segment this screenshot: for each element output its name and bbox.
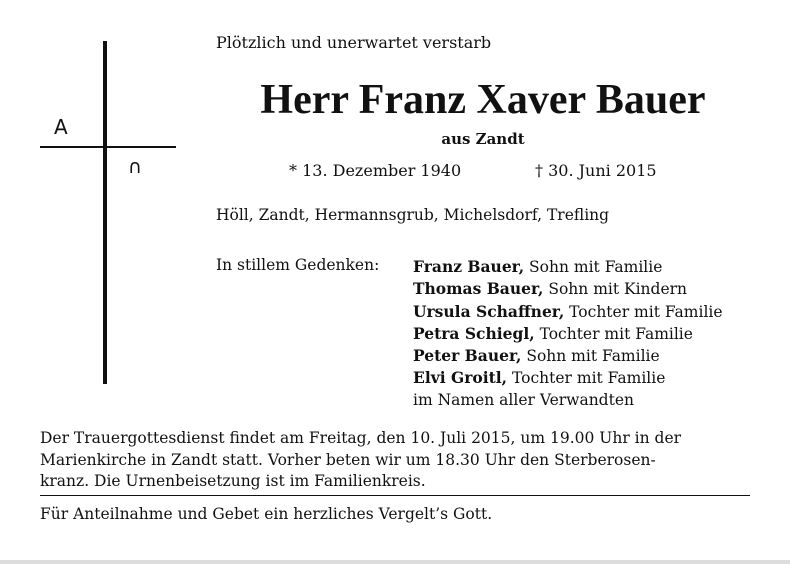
mourner-row bbox=[413, 345, 723, 367]
alpha-symbol: A bbox=[54, 115, 68, 139]
places-list: Höll, Zandt, Hermannsgrub, Michelsdorf, Trefling bbox=[216, 206, 610, 224]
cross-horizontal-bar bbox=[40, 146, 176, 148]
service-line: Marienkirche in Zandt statt. Vorher beten wir um 18.30 Uhr den Sterberosen- bbox=[40, 450, 656, 469]
mourner-name: Petra Schiegl, bbox=[413, 323, 535, 343]
memorial-closing: im Namen aller Verwandten bbox=[413, 390, 634, 409]
cross-vertical-bar bbox=[103, 41, 107, 384]
omega-symbol: ∩ bbox=[128, 156, 142, 178]
mourner-row bbox=[413, 367, 723, 389]
deceased-name: Herr Franz Xaver Bauer bbox=[260, 77, 706, 123]
thanks-text: Für Anteilnahme und Gebet ein herzliches Vergelt’s Gott. bbox=[40, 505, 493, 523]
mourner-name: Ursula Schaffner, bbox=[413, 301, 565, 321]
mourner-row bbox=[413, 323, 723, 345]
bottom-border bbox=[0, 560, 790, 564]
intro-text: Plötzlich und unerwartet verstarb bbox=[216, 33, 492, 52]
mourners-list bbox=[413, 256, 723, 411]
mourner-row bbox=[413, 256, 723, 278]
mourner-relation: Tochter mit Familie bbox=[507, 369, 666, 388]
mourner-relation: Tochter mit Familie bbox=[564, 302, 723, 321]
mourner-name: Peter Bauer, bbox=[413, 346, 522, 366]
mourner-row bbox=[413, 278, 723, 300]
mourner-relation: Sohn mit Familie bbox=[524, 258, 663, 276]
origin-text: aus Zandt bbox=[441, 130, 525, 148]
divider bbox=[40, 495, 750, 496]
birth-date: * 13. Dezember 1940 bbox=[289, 161, 462, 180]
death-date: † 30. Juni 2015 bbox=[535, 161, 657, 180]
mourner-name: Thomas Bauer, bbox=[413, 279, 544, 299]
service-line: kranz. Die Urnenbeisetzung ist im Familienkreis. bbox=[40, 472, 426, 490]
mourner-row bbox=[413, 301, 723, 323]
memorial-label: In stillem Gedenken: bbox=[216, 256, 380, 274]
service-notice bbox=[40, 428, 750, 493]
mourner-name: Franz Bauer, bbox=[413, 257, 525, 276]
mourner-relation: Sohn mit Kindern bbox=[543, 280, 688, 299]
mourner-name: Elvi Groitl, bbox=[413, 368, 508, 388]
mourner-relation: Tochter mit Familie bbox=[534, 324, 693, 343]
service-line: Der Trauergottesdienst findet am Freitag, den 10. Juli 2015, um 19.00 Uhr in der bbox=[40, 429, 682, 447]
mourner-relation: Sohn mit Familie bbox=[521, 347, 660, 366]
